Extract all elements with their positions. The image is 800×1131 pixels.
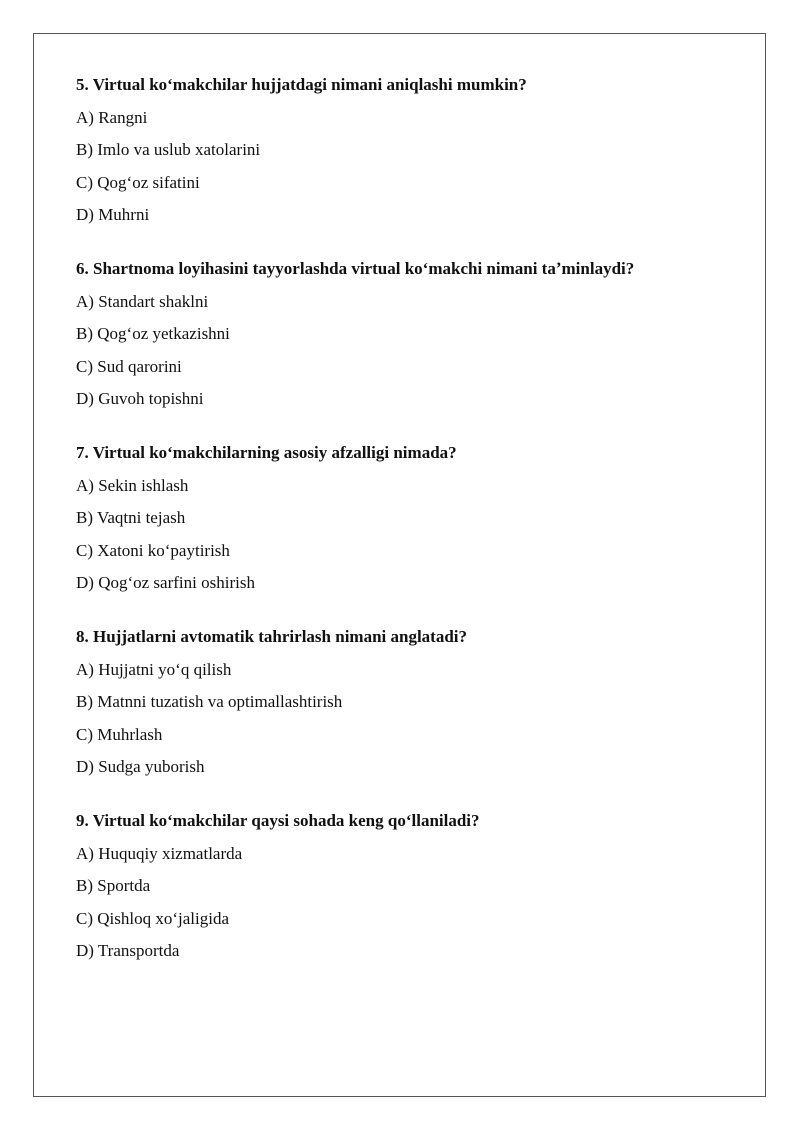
answer-option-b: B) Qogʻoz yetkazishni [76, 324, 230, 343]
answer-option-d: D) Transportda [76, 941, 180, 960]
question-9 [76, 810, 756, 962]
answer-option-b: B) Matnni tuzatish va optimallashtirish [76, 692, 343, 711]
answer-option-b: B) Sportda [76, 876, 151, 895]
answer-option-a: A) Standart shaklni [76, 291, 209, 311]
answer-option-a: A) Hujjatni yoʻq qilish [76, 659, 232, 679]
answer-option-a: A) Huquqiy xizmatlarda [76, 843, 243, 863]
answer-option-c: C) Qogʻoz sifatini [76, 172, 200, 192]
answer-option-a: A) Rangni [76, 107, 148, 127]
answer-option-d: D) Guvoh topishni [76, 389, 204, 408]
answer-option-d: D) Muhrni [76, 205, 150, 224]
answer-option-c: C) Sud qarorini [76, 356, 182, 376]
answer-option-b: B) Vaqtni tejash [76, 508, 186, 527]
question-title: 9. Virtual koʻmakchilar qaysi sohada keng qoʻllaniladi? [76, 811, 480, 830]
answer-option-c: C) Muhrlash [76, 724, 163, 744]
question-title: 5. Virtual koʻmakchilar hujjatdagi nimani aniqlashi mumkin? [76, 75, 527, 94]
question-list [76, 74, 756, 994]
question-title: 8. Hujjatlarni avtomatik tahrirlash nimani anglatadi? [76, 627, 468, 646]
answer-option-d: D) Qogʻoz sarfini oshirish [76, 573, 255, 592]
question-5 [76, 74, 756, 226]
question-8 [76, 626, 756, 778]
question-title: 7. Virtual koʻmakchilarning asosiy afzalligi nimada? [76, 443, 457, 462]
question-7 [76, 442, 756, 594]
question-title: 6. Shartnoma loyihasini tayyorlashda virtual koʻmakchi nimani taʼminlaydi? [76, 259, 635, 278]
answer-option-c: C) Xatoni koʻpaytirish [76, 540, 230, 560]
answer-option-d: D) Sudga yuborish [76, 757, 205, 776]
answer-option-a: A) Sekin ishlash [76, 475, 189, 495]
question-6 [76, 258, 756, 410]
answer-option-c: C) Qishloq xoʻjaligida [76, 908, 229, 928]
answer-option-b: B) Imlo va uslub xatolarini [76, 140, 261, 159]
